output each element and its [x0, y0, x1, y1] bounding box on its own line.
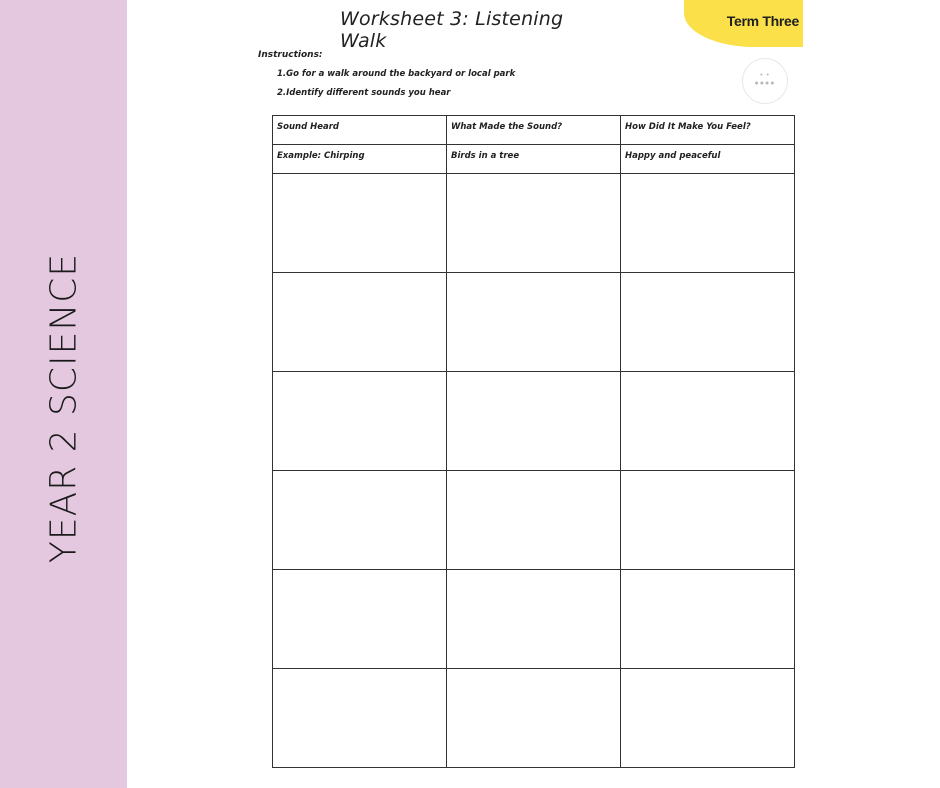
- instruction-step-1: 1.Go for a walk around the backyard or local park: [277, 69, 516, 79]
- header-what-made-sound: What Made the Sound?: [447, 116, 621, 145]
- side-band: [0, 0, 127, 788]
- answer-cell-feeling: [621, 570, 795, 669]
- school-logo-icon: • • ●●●●: [742, 58, 788, 104]
- answer-cell-source: [447, 471, 621, 570]
- example-source: Birds in a tree: [447, 145, 621, 174]
- answer-cell-sound: [273, 570, 447, 669]
- header-sound-heard: Sound Heard: [273, 116, 447, 145]
- worksheet-title: Worksheet 3: Listening Walk: [340, 8, 564, 52]
- answer-cell-feeling: [621, 273, 795, 372]
- answer-row: [273, 273, 795, 372]
- header-how-feel: How Did It Make You Feel?: [621, 116, 795, 145]
- answer-cell-source: [447, 174, 621, 273]
- answer-cell-feeling: [621, 471, 795, 570]
- answer-cell-sound: [273, 372, 447, 471]
- answer-cell-sound: [273, 174, 447, 273]
- term-badge-label: Term Three: [726, 13, 799, 29]
- answer-row: [273, 174, 795, 273]
- example-feeling: Happy and peaceful: [621, 145, 795, 174]
- answer-row: [273, 471, 795, 570]
- listening-walk-table: [272, 115, 795, 768]
- answer-cell-source: [447, 669, 621, 768]
- answer-cell-source: [447, 372, 621, 471]
- instructions-heading: Instructions:: [258, 50, 323, 60]
- example-row: [273, 145, 795, 174]
- instruction-step-2: 2.Identify different sounds you hear: [277, 88, 451, 98]
- blank-rows: [273, 174, 795, 768]
- answer-cell-feeling: [621, 174, 795, 273]
- answer-cell-source: [447, 273, 621, 372]
- term-badge: [684, 0, 803, 47]
- answer-cell-feeling: [621, 669, 795, 768]
- table-header-row: [273, 116, 795, 145]
- answer-row: [273, 372, 795, 471]
- answer-cell-source: [447, 570, 621, 669]
- answer-cell-feeling: [621, 372, 795, 471]
- answer-cell-sound: [273, 669, 447, 768]
- answer-cell-sound: [273, 273, 447, 372]
- subject-label: YEAR 2 SCIENCE: [43, 252, 85, 564]
- answer-row: [273, 570, 795, 669]
- answer-row: [273, 669, 795, 768]
- answer-cell-sound: [273, 471, 447, 570]
- example-sound: Example: Chirping: [273, 145, 447, 174]
